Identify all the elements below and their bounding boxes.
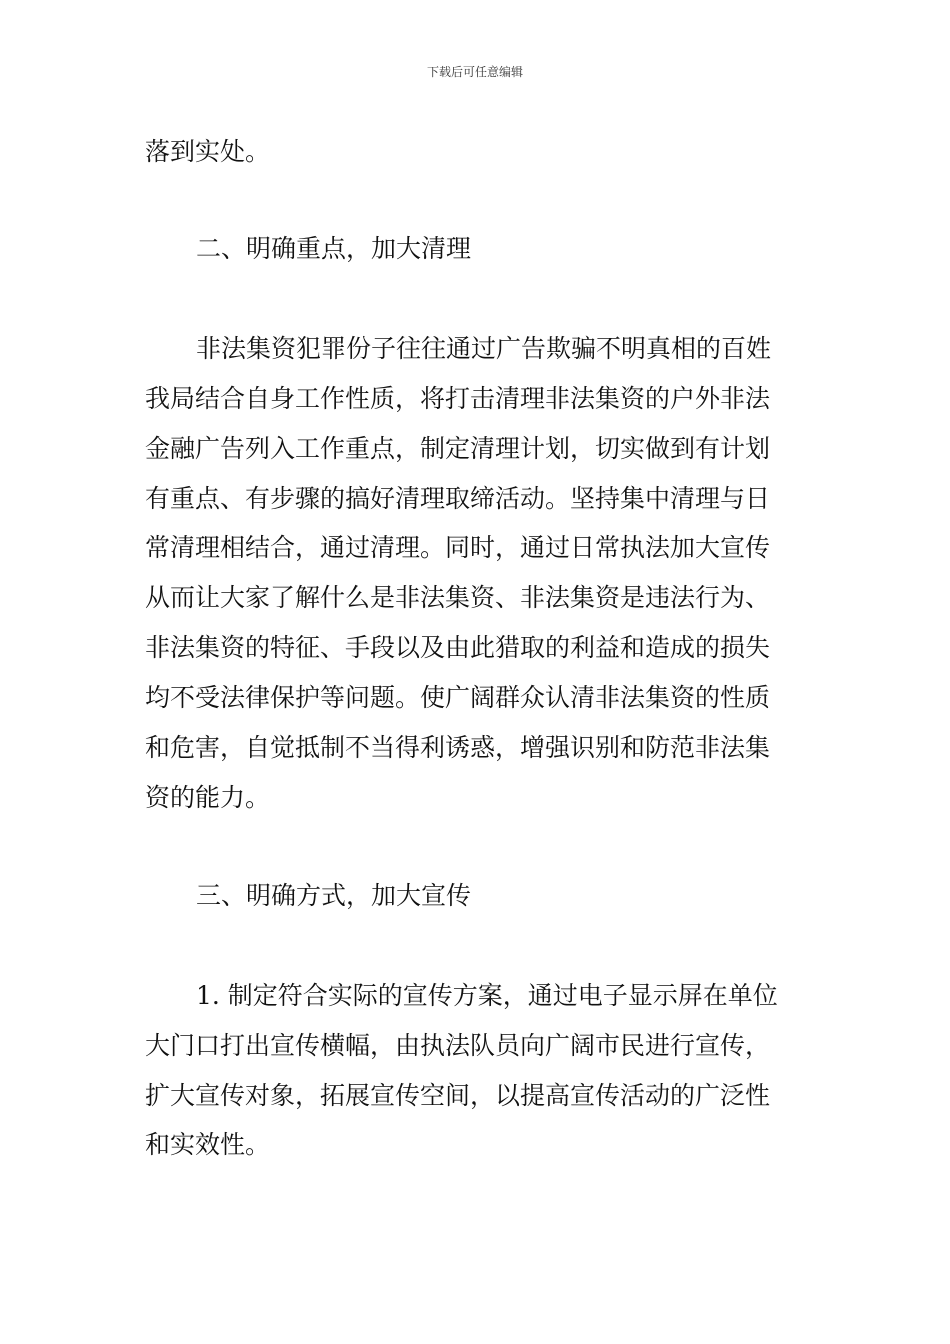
section-heading: 二、明确重点，加大清理: [196, 234, 472, 263]
paragraph-line: 金融广告列入工作重点，制定清理计划，切实做到有计划: [145, 434, 771, 463]
paragraph-line: 均不受法律保护等问题。使广阔群众认清非法集资的性质: [145, 683, 771, 712]
paragraph-line: 我局结合自身工作性质，将打击清理非法集资的户外非法: [145, 384, 771, 413]
paragraph-line: 非法集资的特征、手段以及由此猎取的利益和造成的损失: [145, 633, 771, 662]
paragraph-line: 常清理相结合，通过清理。同时，通过日常执法加大宣传: [145, 533, 771, 562]
paragraph-line: 和实效性。: [145, 1130, 271, 1159]
paragraph-line: 非法集资犯罪份子往往通过广告欺骗不明真相的百姓: [196, 334, 772, 363]
paragraph-line: 1. 制定符合实际的宣传方案，通过电子显示屏在单位: [196, 981, 778, 1010]
paragraph-line: 大门口打出宣传横幅，由执法队员向广阔市民进行宣传，: [145, 1031, 771, 1060]
page-header: 下载后可任意编辑: [426, 65, 523, 79]
paragraph-line: 从而让大家了解什么是非法集资、非法集资是违法行为、: [145, 583, 771, 612]
paragraph-line: 扩大宣传对象，拓展宣传空间，以提高宣传活动的广泛性: [145, 1081, 771, 1110]
paragraph-line: 有重点、有步骤的搞好清理取缔活动。坚持集中清理与日: [145, 484, 771, 513]
paragraph-line: 资的能力。: [145, 783, 271, 812]
paragraph-line: 落到实处。: [145, 137, 271, 166]
paragraph-line: 和危害，自觉抵制不当得利诱惑，增强识别和防范非法集: [145, 733, 771, 762]
section-heading: 三、明确方式，加大宣传: [196, 881, 472, 910]
